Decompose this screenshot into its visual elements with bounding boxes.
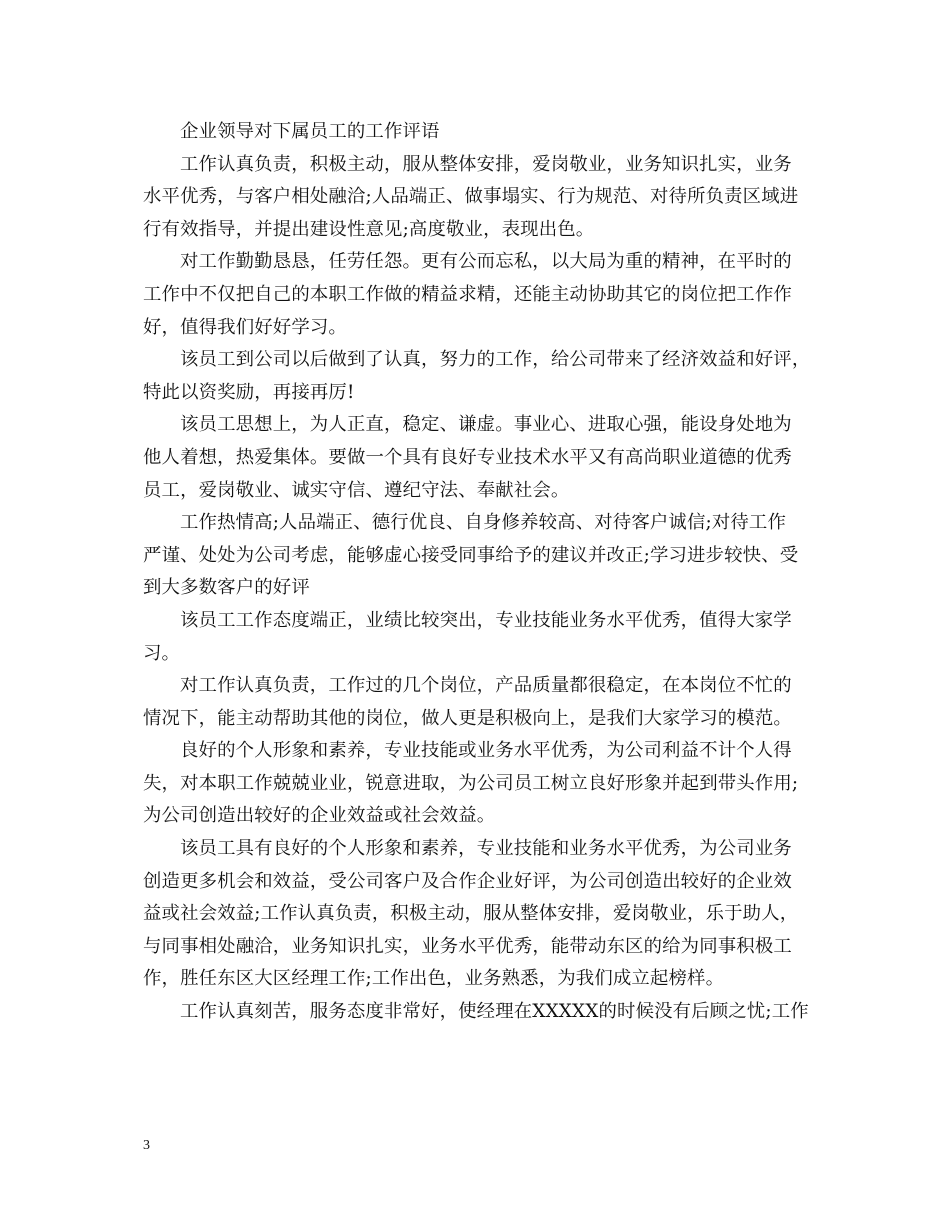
document-title: 企业领导对下属员工的工作评语 <box>180 121 440 142</box>
text-line: 该员工具有良好的个人形象和素养，专业技能和业务水平优秀，为公司业务 <box>180 838 792 860</box>
text-line: 该员工到公司以后做到了认真，努力的工作，给公司带来了经济效益和好评， <box>180 349 811 371</box>
document-body <box>143 116 823 1029</box>
text-line: 作，胜任东区大区经理工作;工作出色，业务熟悉，为我们成立起榜样。 <box>143 968 725 990</box>
text-line: 情况下，能主动帮助其他的岗位，做人更是积极向上，是我们大家学习的模范。 <box>143 707 792 729</box>
text-line: 对工作勤勤恳恳，任劳任怨。更有公而忘私，以大局为重的精神，在平时的 <box>180 251 792 273</box>
text-line: 工作认真负责，积极主动，服从整体安排，爱岗敬业，业务知识扎实，业务 <box>180 153 792 175</box>
text-line: 与同事相处融洽，业务知识扎实，业务水平优秀，能带动东区的给为同事积极工 <box>143 935 792 957</box>
text-line: 习。 <box>143 642 181 664</box>
text-line: 为公司创造出较好的企业效益或社会效益。 <box>143 805 496 827</box>
text-line: 工作热情高;人品端正、德行优良、自身修养较高、对待客户诚信;对待工作 <box>180 512 786 534</box>
text-line: 良好的个人形象和素养，专业技能或业务水平优秀，为公司利益不计个人得 <box>180 740 792 762</box>
text-line: 特此以资奖励，再接再厉! <box>143 381 355 403</box>
text-line: 他人着想，热爱集体。要做一个具有良好专业技术水平又有高尚职业道德的优秀 <box>143 446 792 468</box>
text-line: 水平优秀，与客户相处融洽;人品端正、做事塌实、行为规范、对待所负责区域进 <box>143 186 799 208</box>
text-line: 该员工工作态度端正，业绩比较突出，专业技能业务水平优秀，值得大家学 <box>180 609 792 631</box>
text-line: 对工作认真负责，工作过的几个岗位，产品质量都很稳定，在本岗位不忙的 <box>180 675 792 697</box>
text-line: 行有效指导，并提出建设性意见;高度敬业，表现出色。 <box>143 218 595 240</box>
text-line: 工作中不仅把自己的本职工作做的精益求精，还能主动协助其它的岗位把工作作 <box>143 283 792 305</box>
text-line: 到大多数客户的好评 <box>143 577 310 599</box>
text-line: 失，对本职工作兢兢业业，锐意进取，为公司员工树立良好形象并起到带头作用; <box>143 772 799 794</box>
text-line: 创造更多机会和效益，受公司客户及合作企业好评，为公司创造出较好的企业效 <box>143 870 792 892</box>
page-number: 3 <box>143 1138 150 1153</box>
text-line: 该员工思想上，为人正直，稳定、谦虚。事业心、进取心强，能设身处地为 <box>180 414 792 436</box>
text-line: 好，值得我们好好学习。 <box>143 316 347 338</box>
text-line: 严谨、处处为公司考虑，能够虚心接受同事给予的建议并改正;学习进步较快、受 <box>143 544 799 566</box>
text-line: 员工，爱岗敬业、诚实守信、遵纪守法、奉献社会。 <box>143 479 570 501</box>
text-line: 工作认真刻苦，服务态度非常好，使经理在XXXXX的时候没有后顾之忧;工作 <box>180 1001 809 1023</box>
text-line: 益或社会效益;工作认真负责，积极主动，服从整体安排，爱岗敬业，乐于助人， <box>143 903 799 925</box>
